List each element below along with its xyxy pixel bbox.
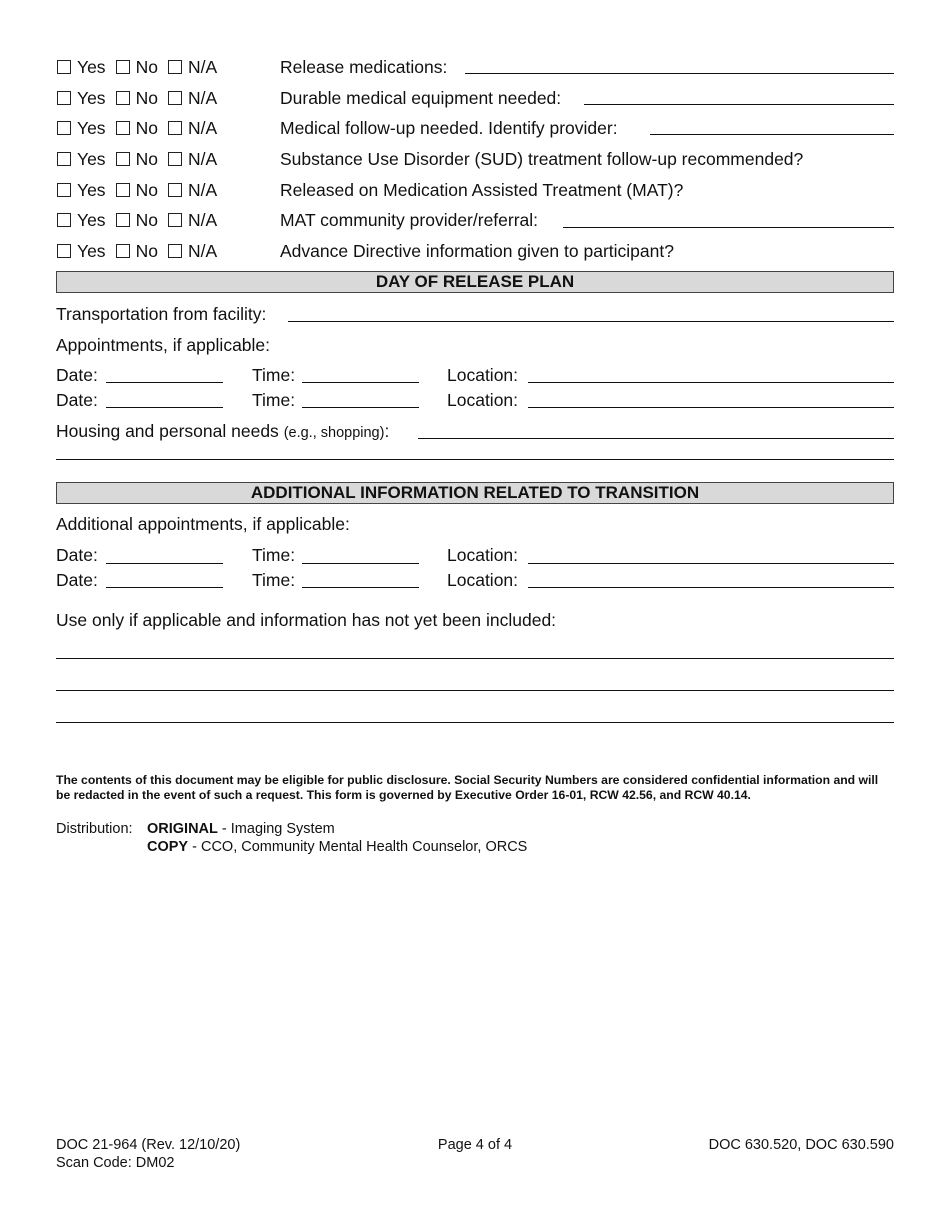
- checkbox-icon: [116, 152, 130, 166]
- checkbox-no[interactable]: No: [116, 117, 158, 139]
- question-mat-provider: MAT community provider/referral:: [280, 210, 539, 230]
- checkbox-na[interactable]: N/A: [168, 209, 217, 231]
- checkbox-icon: [57, 244, 71, 258]
- checkbox-icon: [168, 121, 182, 135]
- question-1-options: [57, 56, 227, 78]
- checkbox-na[interactable]: N/A: [168, 56, 217, 78]
- date-field-1[interactable]: [106, 382, 223, 383]
- footer-form-number: DOC 21-964 (Rev. 12/10/20): [56, 1137, 241, 1153]
- checkbox-yes[interactable]: Yes: [57, 87, 106, 109]
- time-label: Time:: [252, 545, 296, 565]
- distribution-copy: COPY - CCO, Community Mental Health Counselor, ORCS: [147, 839, 528, 855]
- additional-time-field-1[interactable]: [302, 563, 419, 564]
- checkbox-icon: [116, 91, 130, 105]
- section-header-additional-info: ADDITIONAL INFORMATION RELATED TO TRANSITION: [56, 482, 894, 504]
- checkbox-yes[interactable]: Yes: [57, 240, 106, 262]
- question-7-options: [57, 240, 227, 262]
- checkbox-icon: [57, 91, 71, 105]
- question-durable-equipment: Durable medical equipment needed:: [280, 88, 562, 108]
- location-field-1[interactable]: [528, 382, 894, 383]
- additional-location-field-2[interactable]: [528, 587, 894, 588]
- checkbox-no[interactable]: No: [116, 209, 158, 231]
- question-medical-follow-up: Medical follow-up needed. Identify provider:: [280, 118, 618, 138]
- checkbox-icon: [168, 213, 182, 227]
- checkbox-icon: [168, 183, 182, 197]
- additional-notes-line-1[interactable]: [56, 658, 894, 659]
- additional-date-field-1[interactable]: [106, 563, 223, 564]
- checkbox-yes[interactable]: Yes: [57, 209, 106, 231]
- checkbox-icon: [57, 121, 71, 135]
- question-5-options: [57, 179, 227, 201]
- checkbox-icon: [116, 183, 130, 197]
- question-sud-follow-up: Substance Use Disorder (SUD) treatment follow-up recommended?: [280, 149, 804, 169]
- release-medications-field[interactable]: [465, 73, 894, 74]
- appointments-label: Appointments, if applicable:: [56, 335, 271, 355]
- question-advance-directive: Advance Directive information given to participant?: [280, 241, 674, 261]
- checkbox-yes[interactable]: Yes: [57, 56, 106, 78]
- checkbox-icon: [168, 152, 182, 166]
- additional-time-field-2[interactable]: [302, 587, 419, 588]
- checkbox-icon: [168, 244, 182, 258]
- section-header-day-of-release: DAY OF RELEASE PLAN: [56, 271, 894, 293]
- distribution-label: Distribution:: [56, 821, 133, 837]
- question-mat-release: Released on Medication Assisted Treatment (MAT)?: [280, 180, 684, 200]
- location-field-2[interactable]: [528, 407, 894, 408]
- footer-page-number: Page 4 of 4: [437, 1137, 513, 1153]
- housing-field[interactable]: [418, 438, 894, 439]
- checkbox-na[interactable]: N/A: [168, 179, 217, 201]
- question-2-options: [57, 87, 227, 109]
- date-label: Date:: [56, 365, 98, 385]
- date-label: Date:: [56, 390, 98, 410]
- checkbox-na[interactable]: N/A: [168, 148, 217, 170]
- checkbox-icon: [116, 121, 130, 135]
- medical-provider-field[interactable]: [650, 134, 894, 135]
- question-4-options: [57, 148, 227, 170]
- checkbox-icon: [116, 244, 130, 258]
- checkbox-icon: [57, 60, 71, 74]
- durable-equipment-field[interactable]: [584, 104, 894, 105]
- checkbox-yes[interactable]: Yes: [57, 117, 106, 139]
- housing-label: Housing and personal needs (e.g., shopping):: [56, 421, 390, 441]
- location-label: Location:: [447, 545, 519, 565]
- checkbox-yes[interactable]: Yes: [57, 148, 106, 170]
- checkbox-na[interactable]: N/A: [168, 117, 217, 139]
- question-6-options: [57, 209, 227, 231]
- checkbox-icon: [116, 213, 130, 227]
- housing-field-continued[interactable]: [56, 459, 894, 460]
- checkbox-yes[interactable]: Yes: [57, 179, 106, 201]
- date-field-2[interactable]: [106, 407, 223, 408]
- location-label: Location:: [447, 390, 519, 410]
- location-label: Location:: [447, 570, 519, 590]
- checkbox-no[interactable]: No: [116, 179, 158, 201]
- time-field-2[interactable]: [302, 407, 419, 408]
- checkbox-no[interactable]: No: [116, 240, 158, 262]
- checkbox-no[interactable]: No: [116, 56, 158, 78]
- checkbox-icon: [57, 213, 71, 227]
- location-label: Location:: [447, 365, 519, 385]
- checkbox-no[interactable]: No: [116, 87, 158, 109]
- additional-appointments-label: Additional appointments, if applicable:: [56, 514, 350, 534]
- disclaimer-text: The contents of this document may be eligible for public disclosure. Social Security Numbers are considered confidential information and will be redacted in the event of such a request. This form is governed by Executive Order 16-01, RCW 42.56, and RCW 40.14.: [56, 773, 879, 802]
- footer-policy: DOC 630.520, DOC 630.590: [708, 1137, 894, 1153]
- checkbox-icon: [168, 91, 182, 105]
- use-only-label: Use only if applicable and information has not yet been included:: [56, 610, 557, 630]
- footer-scan-code: Scan Code: DM02: [56, 1155, 175, 1171]
- question-3-options: [57, 117, 227, 139]
- distribution-original: ORIGINAL - Imaging System: [147, 821, 335, 837]
- checkbox-icon: [57, 152, 71, 166]
- time-label: Time:: [252, 390, 296, 410]
- checkbox-no[interactable]: No: [116, 148, 158, 170]
- date-label: Date:: [56, 570, 98, 590]
- checkbox-icon: [57, 183, 71, 197]
- time-label: Time:: [252, 570, 296, 590]
- date-label: Date:: [56, 545, 98, 565]
- additional-notes-line-3[interactable]: [56, 722, 894, 723]
- checkbox-na[interactable]: N/A: [168, 240, 217, 262]
- checkbox-icon: [116, 60, 130, 74]
- time-field-1[interactable]: [302, 382, 419, 383]
- additional-location-field-1[interactable]: [528, 563, 894, 564]
- checkbox-icon: [168, 60, 182, 74]
- checkbox-na[interactable]: N/A: [168, 87, 217, 109]
- transportation-field[interactable]: [288, 321, 894, 322]
- question-release-medications: Release medications:: [280, 57, 448, 77]
- housing-example: (e.g., shopping): [283, 425, 385, 441]
- transportation-label: Transportation from facility:: [56, 304, 267, 324]
- time-label: Time:: [252, 365, 296, 385]
- mat-provider-field[interactable]: [563, 227, 894, 228]
- additional-notes-line-2[interactable]: [56, 690, 894, 691]
- additional-date-field-2[interactable]: [106, 587, 223, 588]
